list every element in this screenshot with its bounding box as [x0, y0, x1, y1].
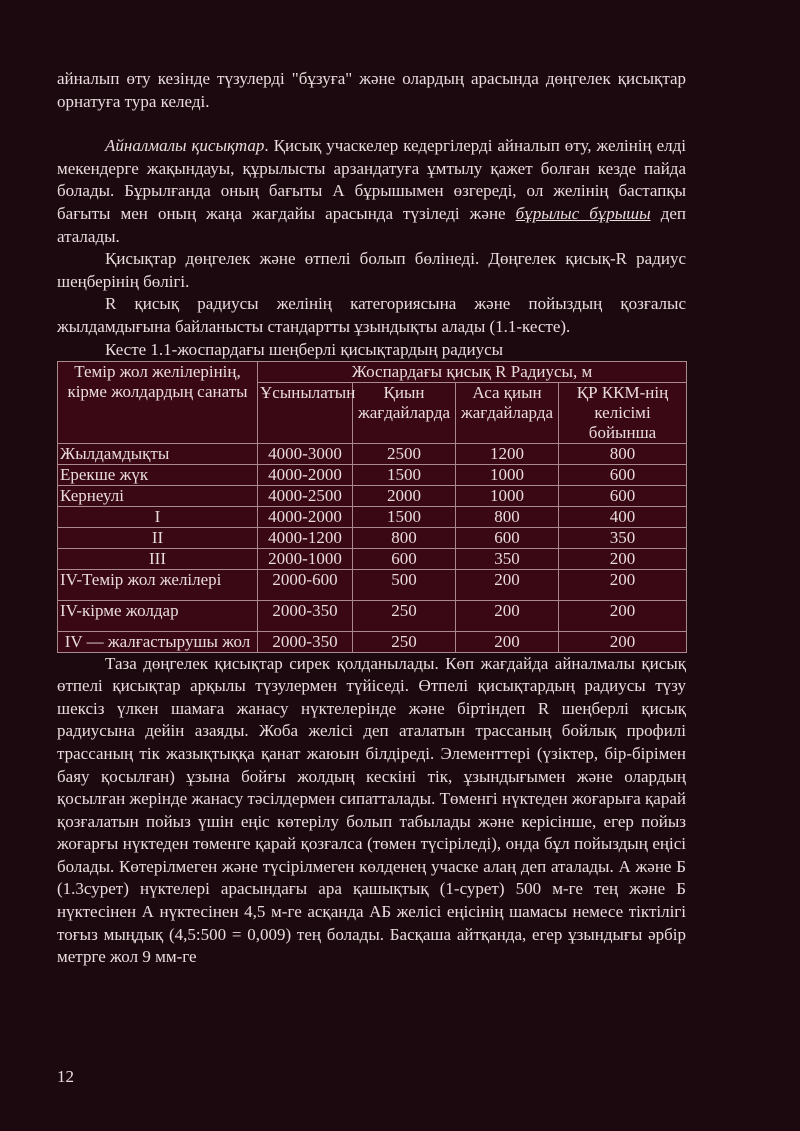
term-turn-angle: бұрылыс бұрышы	[515, 203, 651, 223]
table-cell: 250	[353, 631, 456, 652]
curves-text: . Қисық учаскелер кедергілерді айналып өту, желінің елді мекендерге жақындауы, құрылысты арзандатуға ұмтылу қажет болған кезде пайда болады. Бұрылғанда оның бағыты А бұрышымен өзгереді, ол желінің бастапқы бағыты мен оның жаңа жағдайы арасында түзіледі және	[57, 136, 686, 223]
table-cell: IV-Темір жол желілері	[58, 569, 258, 600]
header-col: Аса қиын жағдайларда	[456, 382, 559, 443]
table-cell: 4000-1200	[258, 527, 353, 548]
table-cell: 500	[353, 569, 456, 600]
header-col: ҚР ККМ-нің келісімі бойынша	[559, 382, 687, 443]
table-row	[58, 464, 687, 485]
table-cell: II	[58, 527, 258, 548]
term-curves: Айналмалы қисықтар	[105, 136, 265, 156]
table-cell: 2000-350	[258, 600, 353, 631]
intro-paragraph: айналып өту кезінде түзулерді "бұзуға" және олардың арасында дөңгелек қисықтар орнатуға тура келеді.	[57, 69, 686, 111]
table-caption: Кесте 1.1-жоспардағы шеңберлі қисықтардың радиусы	[105, 339, 504, 359]
table-cell: IV-кірме жолдар	[58, 600, 258, 631]
table-cell: 2000	[353, 485, 456, 506]
table-cell: 350	[456, 548, 559, 569]
table-cell: 200	[559, 600, 687, 631]
table-header-row	[58, 361, 687, 382]
table-cell: 200	[456, 569, 559, 600]
table-cell: 200	[559, 631, 687, 652]
table-row	[58, 631, 687, 652]
table-cell: 1000	[456, 485, 559, 506]
table-cell: 600	[559, 485, 687, 506]
table-cell: 800	[353, 527, 456, 548]
table-cell: 600	[353, 548, 456, 569]
curves-paragraph	[57, 135, 686, 248]
table-row	[58, 485, 687, 506]
table-cell: 800	[456, 506, 559, 527]
radius-table	[57, 361, 687, 653]
page-body	[57, 68, 686, 969]
table-row	[58, 506, 687, 527]
table-cell: 1500	[353, 464, 456, 485]
table-cell: 350	[559, 527, 687, 548]
table-cell: 600	[559, 464, 687, 485]
table-cell: 200	[559, 569, 687, 600]
table-cell: 4000-2000	[258, 464, 353, 485]
table-cell: Кернеулі	[58, 485, 258, 506]
table-row	[58, 527, 687, 548]
table-row	[58, 569, 687, 600]
table-cell: 2000-1000	[258, 548, 353, 569]
table-cell: IV — жалғастырушы жол	[58, 631, 258, 652]
table-cell: 1000	[456, 464, 559, 485]
table-cell: 600	[456, 527, 559, 548]
table-cell: 1500	[353, 506, 456, 527]
table-cell: 2000-600	[258, 569, 353, 600]
table-cell: 4000-2000	[258, 506, 353, 527]
table-cell: 1200	[456, 443, 559, 464]
header-col: Ұсынылатын	[258, 382, 353, 443]
radius-paragraph: R қисық радиусы желінің категориясына және пойыздың қозғалыс жылдамдығына байланысты стандартты ұзындықты алады (1.1-кесте).	[57, 294, 686, 336]
table-cell: 4000-3000	[258, 443, 353, 464]
table-cell: Ерекше жүк	[58, 464, 258, 485]
table-row	[58, 548, 687, 569]
table-cell: 200	[456, 631, 559, 652]
table-cell: III	[58, 548, 258, 569]
curves-tail: деп аталады.	[57, 203, 686, 246]
table-cell: I	[58, 506, 258, 527]
header-radius-group: Жоспардағы қисық R Радиусы, м	[258, 361, 687, 382]
table-row	[58, 443, 687, 464]
table-cell: Жылдамдықты	[58, 443, 258, 464]
table-cell: 2500	[353, 443, 456, 464]
curve-types-paragraph: Қисықтар дөңгелек және өтпелі болып бөлінеді. Дөңгелек қисық-R радиус шеңберінің бөлігі.	[57, 249, 686, 291]
table-cell: 2000-350	[258, 631, 353, 652]
page-number: 12	[57, 1067, 74, 1086]
table-cell: 4000-2500	[258, 485, 353, 506]
profile-paragraph: Таза дөңгелек қисықтар сирек қолданылады. Көп жағдайда айналмалы қисық өтпелі қисықтар арқылы түзулермен түйіседі. Өтпелі қисықтардың радиусы түзу шексіз үлкен шамаға жанасу нүктелерінде және біртіндеп R шеңберлі қисық радиусына дейін азаяды. Жоба желісі деп аталатын трассаның бойлық профилі трассаның тік жазықтыққа қанат жаюын білдіреді. Элементтері (үзіктер, бір-бірімен баяу қосылған) ұзына бойғы жолдың кескіні тік, ұзындығымен және олардың қосылған жерінде жанасу тәсілдермен сипатталады. Төменгі нүктеден жоғарыға қарай қозғалатын пойыз үшін еңіс көтерілу болып табылады және керісінше, егер пойыз жоғарғы нүктеден төменге қарай қозғалса (төмен түсіріледі), онда бұл пойыздың еңісі болады. Көтерілмеген және түсірілмеген көлденең учаске алаң деп аталады. А және Б (1.3сурет) нүктелері арасындағы ара қашықтық (1-сурет) 500 м-ге тең және Б нүктесінен А нүктесінен 4,5 м-ге асқанда АБ желісі еңісінің шамасы немесе тіктілігі тоғыз мыңдық (4,5:500 = 0,009) тең болады. Басқаша айтқанда, егер ұзындығы әрбір метрге жол 9 мм-ге	[57, 653, 686, 967]
table-cell: 800	[559, 443, 687, 464]
table-cell: 200	[559, 548, 687, 569]
table-cell: 250	[353, 600, 456, 631]
table-cell: 200	[456, 600, 559, 631]
header-col: Қиын жағдайларда	[353, 382, 456, 443]
header-category: Темір жол желілерінің, кірме жолдардың санаты	[58, 361, 258, 443]
table-row	[58, 600, 687, 631]
table-cell: 400	[559, 506, 687, 527]
